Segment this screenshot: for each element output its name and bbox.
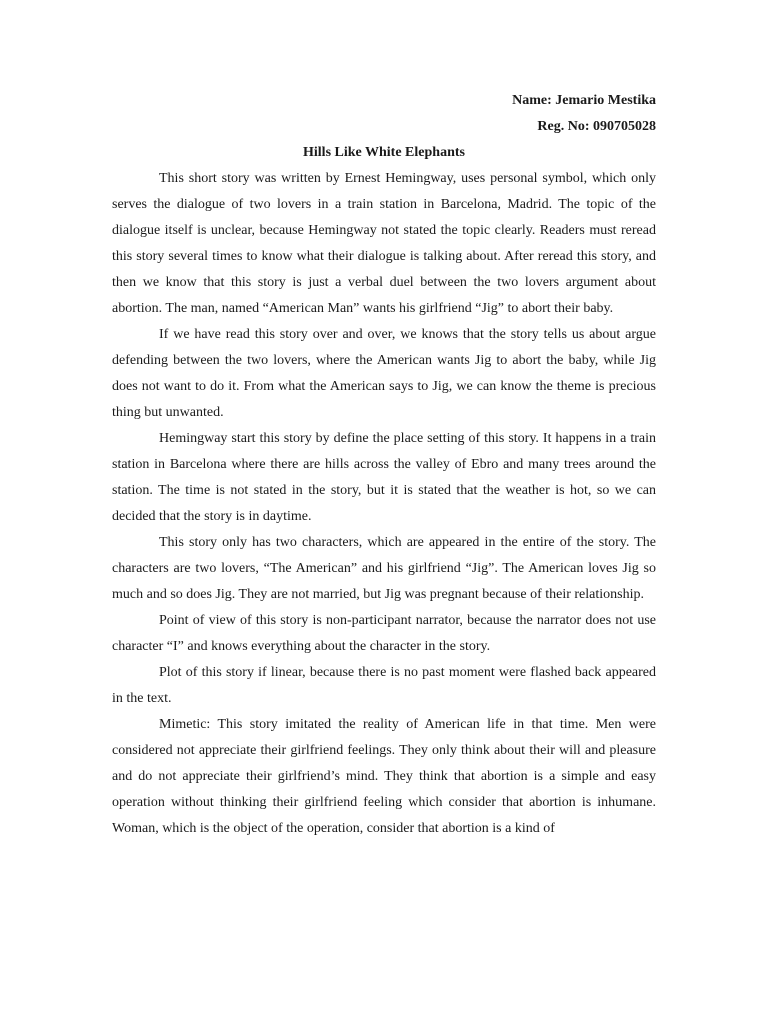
paragraph-3: Hemingway start this story by define the place setting of this story. It happens in a train station in Barcelona where there are hills across the valley of Ebro and many trees around the station. The time is not stated in the story, but it is stated that the weather is hot, so we can decided that the story is in daytime. — [112, 431, 656, 524]
paragraph-6: Plot of this story if linear, because there is no past moment were flashed back appeared in the text. — [112, 665, 656, 706]
paragraph-1: This short story was written by Ernest Hemingway, uses personal symbol, which only serves the dialogue of two lovers in a train station in Barcelona, Madrid. The topic of the dialogue itself is unclear, because Hemingway not stated the topic clearly. Readers must reread this story several times to know what their dialogue is talking about. After reread this story, and then we know that this story is just a verbal duel between the two lovers argument about abortion. The man, named “American Man” wants his girlfriend “Jig” to abort their baby. — [112, 171, 656, 316]
paragraph-2: If we have read this story over and over, we knows that the story tells us about argue defending between the two lovers, where the American wants Jig to abort the baby, while Jig does not want to do it. From what the American says to Jig, we can know the theme is precious thing but unwanted. — [112, 327, 656, 420]
document-title: Hills Like White Elephants — [303, 145, 465, 160]
paragraph-7: Mimetic: This story imitated the reality of American life in that time. Men were considered not appreciate their girlfriend feelings. They only think about their will and pleasure and do not appreciate their girlfriend’s mind. They think that abortion is a simple and easy operation without thinking their girlfriend feeling which consider that abortion is inhumane. Woman, which is the object of the operation, consider that abortion is a kind of — [112, 717, 656, 836]
document-body — [112, 88, 656, 842]
author-name: Name: Jemario Mestika — [512, 93, 656, 108]
paragraph-4: This story only has two characters, which are appeared in the entire of the story. The characters are two lovers, “The American” and his girlfriend “Jig”. The American loves Jig so much and so does Jig. They are not married, but Jig was pregnant because of their relationship. — [112, 535, 656, 602]
paragraph-5: Point of view of this story is non-participant narrator, because the narrator does not use character “I” and knows everything about the character in the story. — [112, 613, 656, 654]
registration-number: Reg. No: 090705028 — [537, 119, 656, 134]
